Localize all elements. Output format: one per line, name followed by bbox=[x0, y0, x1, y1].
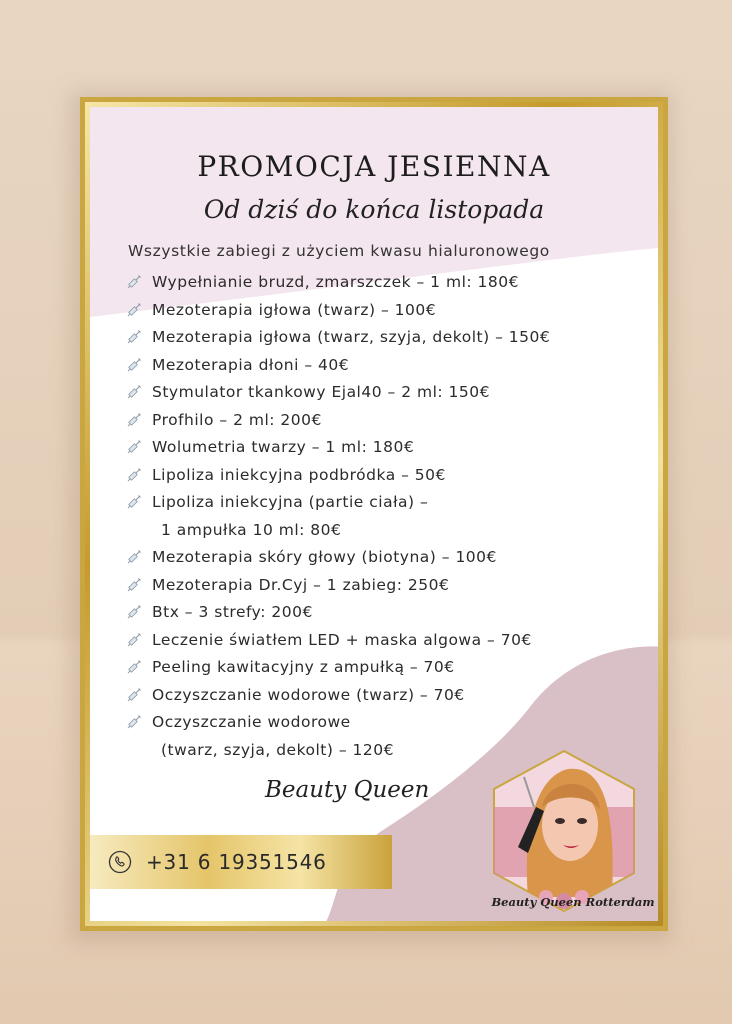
service-item bbox=[126, 297, 550, 325]
syringe-icon bbox=[126, 714, 142, 730]
service-text bbox=[152, 407, 322, 435]
promo-title: PROMOCJA JESIENNA bbox=[197, 150, 551, 183]
service-line: Oczyszczanie wodorowe bbox=[152, 713, 351, 731]
syringe-icon bbox=[126, 329, 142, 345]
service-line: Oczyszczanie wodorowe (twarz) – 70€ bbox=[152, 685, 465, 704]
service-line: Wypełnianie bruzd, zmarszczek – 1 ml: 180€ bbox=[152, 273, 519, 291]
phone-icon bbox=[108, 850, 132, 874]
syringe-icon bbox=[126, 494, 142, 510]
service-item bbox=[126, 489, 550, 544]
service-text bbox=[152, 599, 313, 627]
service-item bbox=[126, 462, 550, 490]
service-line: Stymulator tkankowy Ejal40 – 2 ml: 150€ bbox=[152, 383, 490, 401]
service-text bbox=[152, 709, 394, 764]
syringe-icon bbox=[126, 384, 142, 400]
service-text bbox=[152, 489, 428, 544]
service-line: Btx – 3 strefy: 200€ bbox=[152, 603, 313, 621]
syringe-icon bbox=[126, 412, 142, 428]
service-item bbox=[126, 379, 550, 407]
service-line-continued: 1 ampułka 10 ml: 80€ bbox=[161, 520, 342, 539]
syringe-icon bbox=[126, 687, 142, 703]
service-text bbox=[152, 572, 449, 600]
service-item bbox=[126, 407, 550, 435]
syringe-icon bbox=[126, 632, 142, 648]
service-text bbox=[152, 352, 349, 380]
service-text bbox=[152, 324, 550, 352]
service-line: Wolumetria twarzy – 1 ml: 180€ bbox=[152, 438, 415, 456]
service-item bbox=[126, 324, 550, 352]
service-line: Lipoliza iniekcyjna podbródka – 50€ bbox=[152, 465, 446, 484]
service-text bbox=[152, 654, 455, 682]
service-line: Mezoterapia skóry głowy (biotyna) – 100€ bbox=[152, 548, 497, 566]
service-text bbox=[152, 434, 414, 462]
flyer-sheet bbox=[90, 107, 658, 921]
service-line: Mezoterapia igłowa (twarz) – 100€ bbox=[152, 300, 437, 319]
syringe-icon bbox=[126, 274, 142, 290]
service-text bbox=[152, 269, 519, 297]
syringe-icon bbox=[126, 302, 142, 318]
syringe-icon bbox=[126, 467, 142, 483]
service-line-continued: (twarz, szyja, dekolt) – 120€ bbox=[161, 740, 394, 759]
promo-intro: Wszystkie zabiegi z użyciem kwasu hialuronowego bbox=[128, 242, 550, 260]
service-text bbox=[152, 544, 497, 572]
service-line: Mezoterapia igłowa (twarz, szyja, dekolt) – 150€ bbox=[152, 328, 551, 346]
service-text bbox=[152, 297, 436, 325]
service-item bbox=[126, 269, 550, 297]
syringe-icon bbox=[126, 549, 142, 565]
flyer-frame bbox=[80, 97, 668, 931]
logo-caption: Beauty Queen Rotterdam bbox=[491, 895, 655, 909]
service-line: Mezoterapia dłoni – 40€ bbox=[152, 355, 350, 374]
service-item bbox=[126, 709, 550, 764]
syringe-icon bbox=[126, 659, 142, 675]
service-text bbox=[152, 682, 465, 710]
service-text bbox=[152, 627, 532, 655]
brand-signature: Beauty Queen bbox=[265, 777, 430, 803]
service-line: Mezoterapia Dr.Cyj – 1 zabieg: 250€ bbox=[152, 575, 450, 594]
service-item bbox=[126, 599, 550, 627]
services-list bbox=[126, 269, 550, 764]
service-line: Peeling kawitacyjny z ampułką – 70€ bbox=[152, 658, 455, 676]
service-text bbox=[152, 462, 446, 490]
beauty-queen-logo bbox=[488, 747, 640, 915]
service-item bbox=[126, 434, 550, 462]
promo-subtitle: Od dziś do końca listopada bbox=[203, 195, 545, 224]
service-line: Leczenie światłem LED + maska algowa – 70€ bbox=[152, 630, 532, 649]
syringe-icon bbox=[126, 357, 142, 373]
service-item bbox=[126, 544, 550, 572]
service-item bbox=[126, 654, 550, 682]
phone-number[interactable]: +31 6 19351546 bbox=[146, 850, 327, 874]
service-line: Lipoliza iniekcyjna (partie ciała) – bbox=[152, 493, 429, 511]
service-item bbox=[126, 572, 550, 600]
phone-banner bbox=[90, 835, 392, 889]
service-item bbox=[126, 352, 550, 380]
syringe-icon bbox=[126, 439, 142, 455]
syringe-icon bbox=[126, 604, 142, 620]
service-text bbox=[152, 379, 490, 407]
service-line: Profhilo – 2 ml: 200€ bbox=[152, 410, 322, 429]
syringe-icon bbox=[126, 577, 142, 593]
service-item bbox=[126, 627, 550, 655]
service-item bbox=[126, 682, 550, 710]
